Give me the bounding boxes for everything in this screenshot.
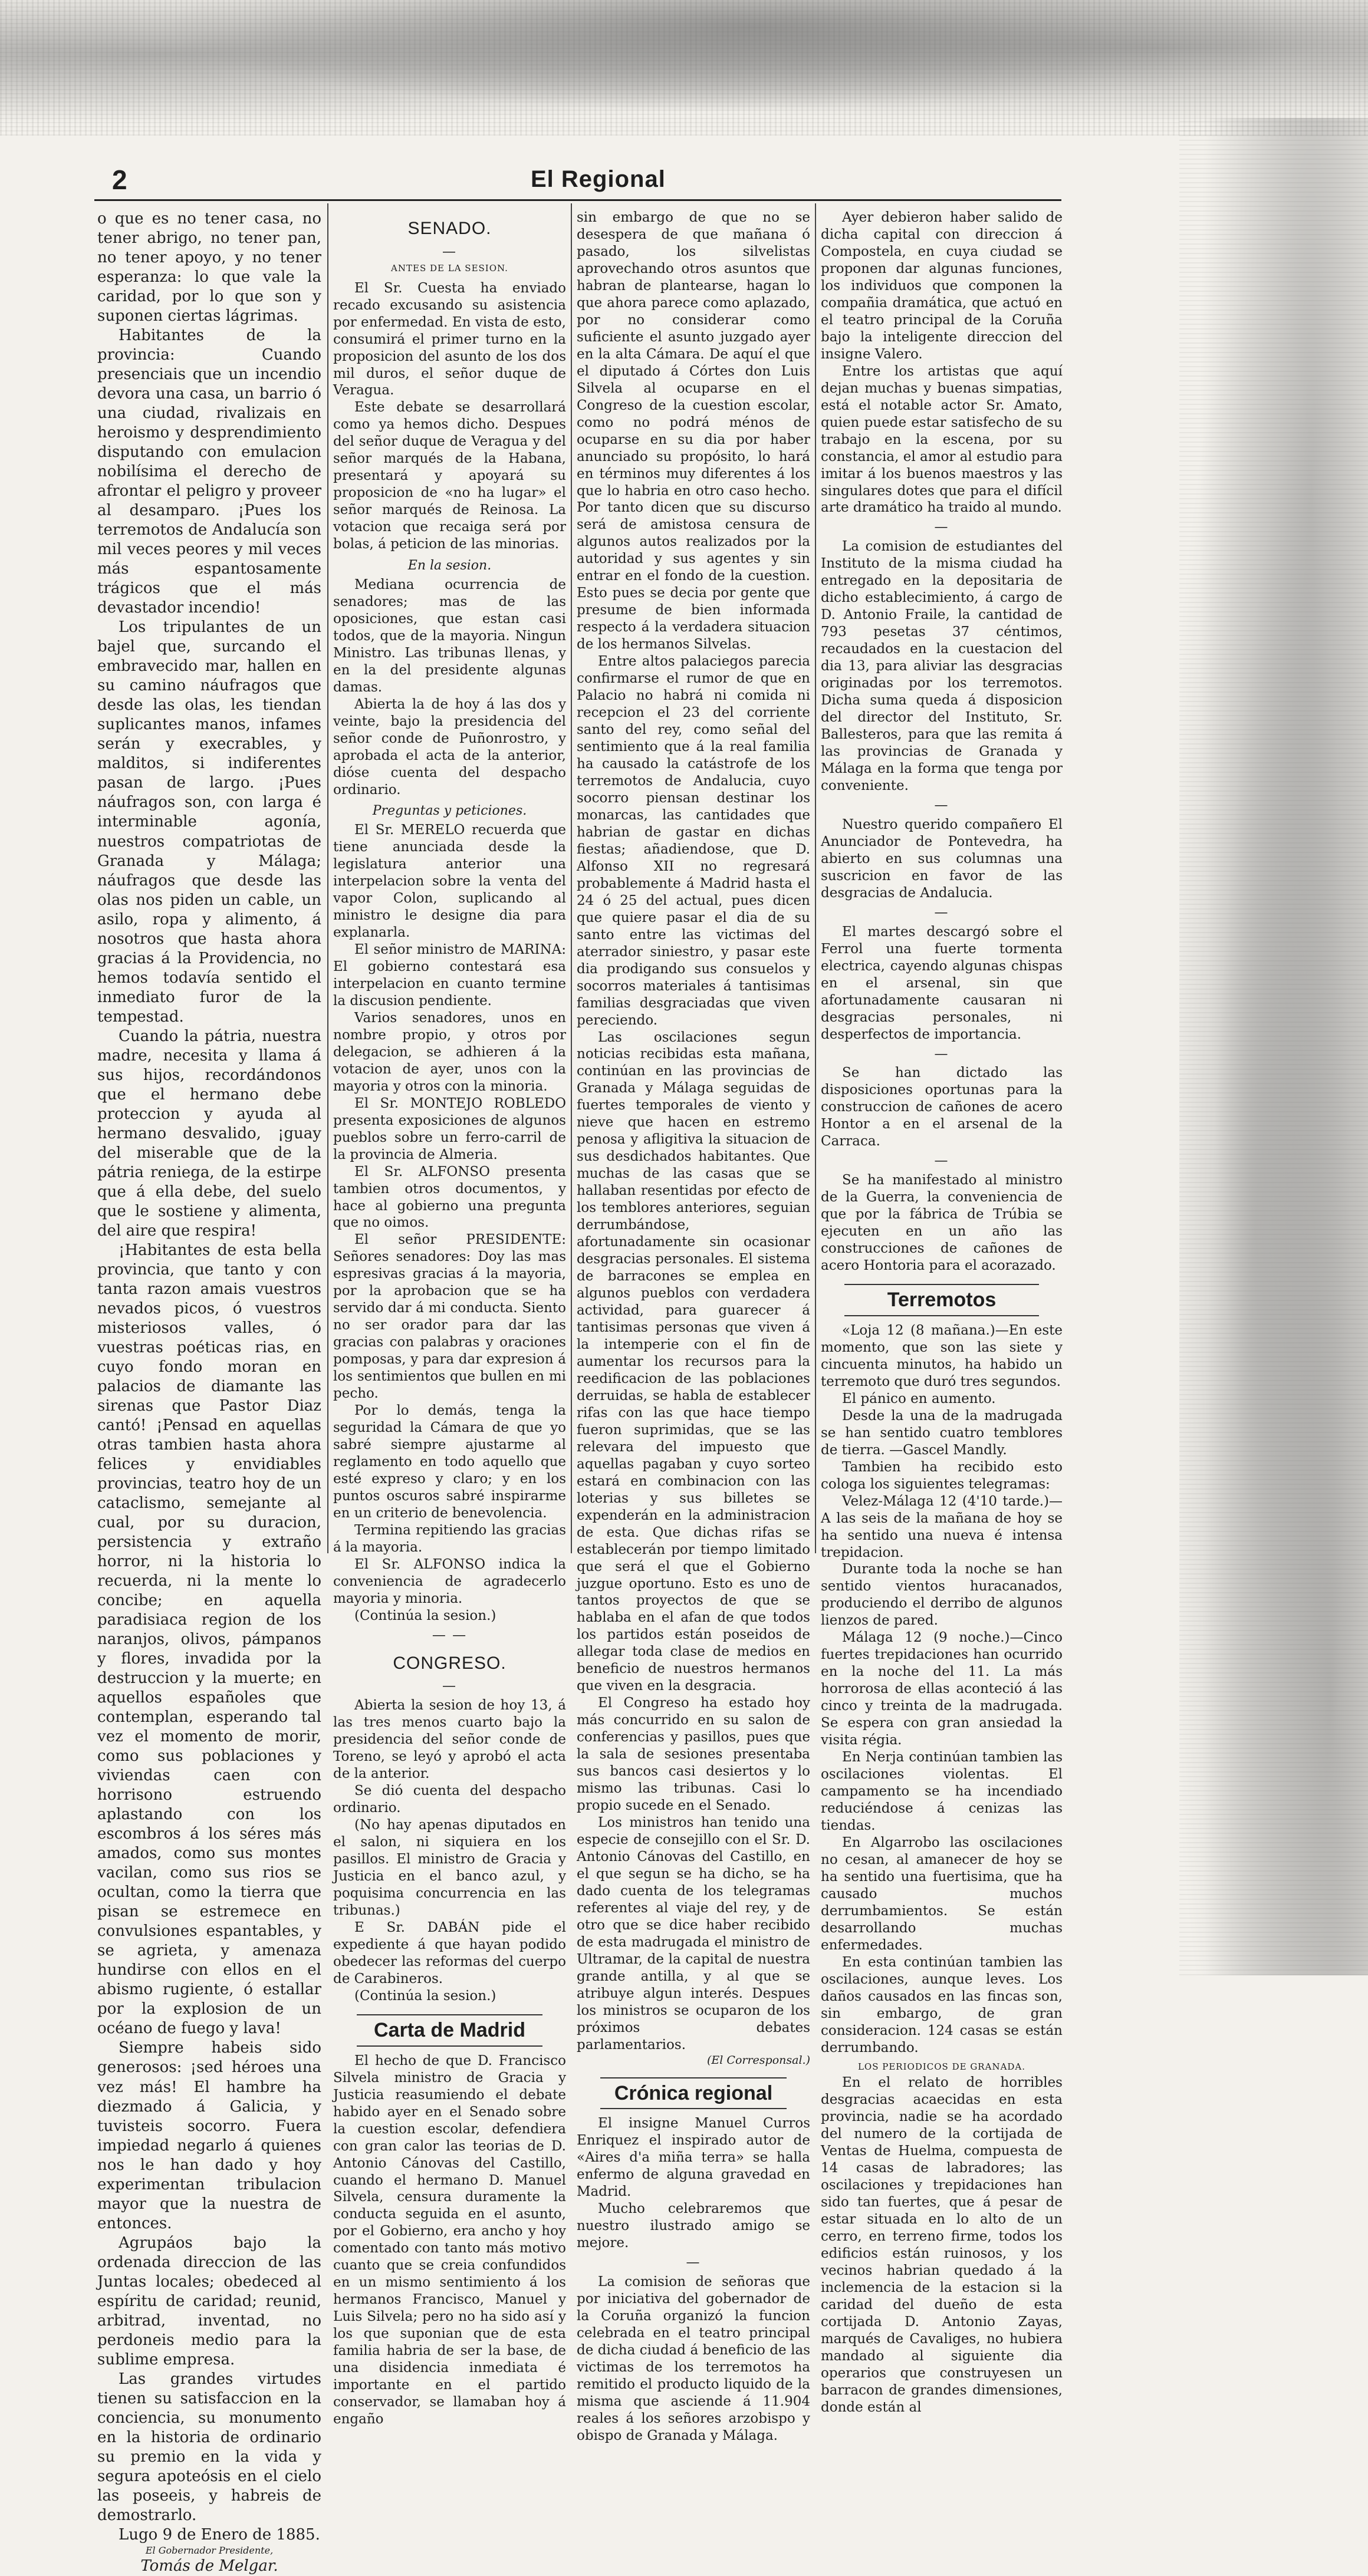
masthead: El Regional <box>531 166 666 192</box>
section-heading-senado: SENADO. <box>407 219 492 238</box>
column-divider <box>571 203 572 1553</box>
article-paragraph: Mucho celebraremos que nuestro ilustrado amigo se mejore. <box>577 2201 810 2251</box>
article-paragraph: Mediana ocurrencia de senadores; mas de las oposiciones, que estan casi todos, que de la mayoria. Ningun Ministro. Las tribunas llenas, y en la del presidente algunas damas. <box>333 577 566 695</box>
article-paragraph: Abierta la de hoy á las dos y veinte, bajo la presidencia del señor conde de Puñonrostro, y aprobada el acta de la anterior, dióse cuenta del despacho ordinario. <box>333 696 566 798</box>
signature-name: Tomás de Melgar. <box>140 2557 278 2575</box>
article-paragraph: El Sr. MERELO recuerda que tiene anunciada desde la legislatura anterior una interpelacion sobre la venta del vapor Colon, suplicando al ministro le designe dia para explanarla. <box>333 822 566 940</box>
article-paragraph: Se dió cuenta del despacho ordinario. <box>333 1783 566 1816</box>
article-paragraph: Se ha manifestado al ministro de la Guerra, la conveniencia de que por la fábrica de Trúbia se ejecuten en un año las construcciones de cañones de acero Hontoria para el acorazado. <box>821 1172 1063 1274</box>
article-paragraph: Nuestro querido compañero El Anunciador de Pontevedra, ha abierto en sus columnas una suscricion en favor de las desgracias de Andalucia. <box>821 816 1063 901</box>
page-number: 2 <box>112 164 127 195</box>
article-paragraph: Termina repitiendo las gracias á la mayoria. <box>333 1522 566 1555</box>
article-paragraph: Este debate se desarrollará como ya hemos dicho. Despues del señor duque de Veragua y del señor marqués de la Habana, presentará y apoyará su proposicion de «no ha lugar» el señor marqués de Reinosa. La votacion que recaiga será por bolas, á peticion de las minorias. <box>333 400 566 552</box>
article-paragraph: Las oscilaciones segun noticias recibidas esta mañana, continúan en las provincias de Granada y Málaga seguidas de fuertes temporales de viento y nieve que hacen en estremo penosa y afligitiva la situacion de sus desdichados habitantes. Que muchas de las casas que se hallaban resentidas por efecto de los temblores anteriores, seguian derrumbándose, afortunadamente sin ocasionar desgracias personales. El sistema de barracones se emplea en algunos pueblos con verdadera actividad, para guarecer á tantisimas personas que viven á la intemperie con el fin de aumentar los recursos para la reedificacion de las poblaciones derruidas, se habla de establecer rifas con las que hace tiempo fueron suprimidas, que se las relevara del impuesto que aquellas pagaban y cuyo sorteo estará en combinacion con las loterias y sus billetes se expenderán en la administracion de esta. Que dichas rifas se establecerán por tiempo limitado que será el que el Gobierno juzgue oportuno. Esto es uno de tantos proyectos de que se hablaba en el afan de que todos los partidos están poseidos de allegar toda clase de medios en beneficio de nuestros hermanos que viven en la desgracia. <box>577 1029 810 1694</box>
article-paragraph: Siempre habeis sido generosos: ¡sed héroes una vez más! El hambre ha diezmado á Galicia, y tuvisteis socorro. Fuera impiedad negarlo á quienes nos le han dado y hoy experimentan tribulacion mayor que la nuestra de entonces. <box>97 2039 321 2232</box>
article-paragraph: (No hay apenas diputados en el salon, ni siquiera en los pasillos. El ministro de Gracia y Justicia en el banco azul, y poquisima concurrencia en las tribunas.) <box>333 1817 566 1919</box>
article-paragraph: La comision de señoras que por iniciativa del gobernador de la Coruña organizó la funcion celebrada en el teatro principal de dicha ciudad á beneficio de las victimas de los terremotos ha remitido el producto liquido de la misma que asciende á 11.904 reales á los señores arzobispo y obispo de Granada y Málaga. <box>577 2274 810 2443</box>
article-paragraph: El insigne Manuel Curros Enriquez el inspirado autor de «Aires d'a miña terra» se halla enfermo de alguna gravedad en Madrid. <box>577 2116 810 2200</box>
article-paragraph: En Nerja continúan tambien las oscilaciones violentas. El campamento se ha incendiado reduciéndose á cenizas las tiendas. <box>821 1750 1063 1834</box>
correspondent-signature: (El Corresponsal.) <box>707 2053 810 2067</box>
subheading: En la sesion. <box>407 558 492 574</box>
column-divider <box>327 203 328 1553</box>
article-paragraph: Los ministros han tenido una especie de consejillo con el Sr. D. Antonio Cánovas del Castillo, en el que segun se ha dicho, se ha dado cuenta de los telegramas referentes al viaje del rey, y de otro que se dice haber recibido de esta madrugada el ministro de Ultramar, de la capital de nuestra grande antilla, y al que se atribuye algun interés. Despues los ministros se ocuparon de los próximos debates parlamentarios. <box>577 1815 810 2053</box>
article-paragraph: ¡Habitantes de esta bella provincia, que tanto y con tanta razon amais vuestros nevados picos, ó vuestros misteriosos valles, ó vuestras poéticas rias, en cuyo fondo moran en palacios de diamante las sirenas que Pastor Diaz cantó! ¡Pensad en aquellas otras tambien hasta ahora felices y envidiables provincias, teatro hoy de un cataclismo, semejante al cual, por su duracion, persistencia y extraño horror, ni la historia lo recuerda, ni la mente lo concibe; en aquella paradisiaca region de los naranjos, olivos, pámpanos y flores, invadida por la destruccion y la muerte; en aquellos españoles que contemplan, esperando tal vez el momento de morir, como sus poblaciones y viviendas caen con horrisono estruendo aplastando con los escombros á los séres más amados, como sus montes vacilan, como sus rios se ocultan, como la tierra que pisan se estremece en convulsiones espantables, y se agrieta, y amenaza hundirse con ellos en el abismo rugiente, ó estallar por la explosion de un océano de fuego y lava! <box>97 1241 321 2038</box>
article-paragraph: o que es no tener casa, no tener abrigo, no tener pan, no tener apoyo, y no tener esperanza: lo que vale la caridad, por lo que son y suponen ciertas lágrimas. <box>97 210 321 325</box>
article-paragraph: Los tripulantes de un bajel que, surcando el embravecido mar, hallen en su camino náufragos que desde las olas, les tiendan suplicantes manos, infames serán y execrables, y malditos, si indiferentes pasan de largo. ¡Pues náufragos son, con larga é interminable agonía, nuestros compatriotas de Granada y Málaga; náufragos que desde las olas nos piden un cable, un asilo, ropa y alimento, á nosotros que hasta ahora gracias á la Providencia, no hemos todavía sentido el inmediato furor de la tempestad. <box>97 618 321 1026</box>
article-paragraph: Las grandes virtudes tienen su satisfaccion en la conciencia, su monumento en la historia de ordinario su premio en la vida y segura apoteósis en el cielo las poseeis, y habreis de demostrarlo. <box>97 2370 321 2524</box>
divider: — <box>442 1678 457 1694</box>
article-paragraph: Cuando la pátria, nuestra madre, necesita y llama á sus hijos, recordándonos que el hermano debe proteccion y ayuda al hermano desvalido, ¡guay del miserable que de la pátria reniega, de la estirpe que á ella debe, del suelo que le sostiene y alimenta, del aire que respira! <box>97 1027 321 1240</box>
column-3 <box>577 209 810 2443</box>
divider: — <box>442 243 457 259</box>
subheading: LOS PERIODICOS DE GRANADA. <box>857 2061 1026 2072</box>
divider: — <box>934 797 949 813</box>
article-paragraph: Entre altos palaciegos parecia confirmarse el rumor de que en Palacio no habrá ni comida ni recepcion el 23 del corriente santo del rey, como señal del sentimiento que á la real familia ha causado la catástrofe de los terremotos de Andalucia, cuyo socorro piensan destinar los monarcas, las cantidades que habrian de gastar en dichas fiestas; añadiendose, que D. Alfonso XII no regresará probablemente á Madrid hasta el 24 ó 25 del actual, pues dicen que quiere pasar el dia de su santo entre las victimas del aterrador siniestro, y pasar este dia prodigando sus consuelos y socorros materiales á tantisimas familias desgraciadas que viven pereciendo. <box>577 654 810 1028</box>
article-paragraph: El hecho de que D. Francisco Silvela ministro de Gracia y Justicia reasumiendo el debate habido ayer en el Senado sobre la cuestion escolar, defendiera con gran calor las teorias de D. Antonio Cánovas del Castillo, cuando el hermano D. Manuel Silvela, censura duramente la conducta seguida en el asunto, por el Gobierno, era ancho y hoy comentado con tanto más motivo cuanto que se creia confundidos en un mismo sentimiento á los hermanos Francisco, Manuel y Luis Silvela; pero no ha sido así y los que suponian que de esta familia habria de ser la base, de una disidencia inmediata é importante en el partido conservador, se llamaban hoy á engaño <box>333 2053 566 2427</box>
subheading: ANTES DE LA SESION. <box>391 262 508 274</box>
article-paragraph: Málaga 12 (9 noche.)—Cinco fuertes trepidaciones han ocurrido en la noche del 11. La más horrorosa de ellas aconteció á las cinco y treinta de la madrugada. Se espera con gran ansiedad la visita régia. <box>821 1630 1063 1748</box>
article-paragraph: El martes descargó sobre el Ferrol una fuerte tormenta electrica, cayendo algunas chispas en el arsenal, sin que afortunadamente causaran ni desgracias personales, ni desperfectos de importancia. <box>821 924 1063 1042</box>
article-paragraph: El señor PRESIDENTE: Señores senadores: Doy las mas espresivas gracias á la mayoria, por la aprobacion que se ha servido dar á mi conducta. Siento no ser orador para dar las gracias con palabras y oraciones pomposas, y para dar expresion á los sentimientos que bullen en mi pecho. <box>333 1232 566 1402</box>
article-paragraph: El Congreso ha estado hoy más concurrido en su salon de conferencias y pasillos, pues que la sala de sesiones presentaba sus bancos casi desiertos y lo mismo las tribunas. Casi lo propio sucede en el Senado. <box>577 1695 810 1814</box>
article-paragraph: «Loja 12 (8 mañana.)—En este momento, que son las siete y cincuenta minutos, ha habido un terremoto que duró tres segundos. <box>821 1322 1063 1389</box>
subheading: Preguntas y peticiones. <box>372 803 527 819</box>
article-paragraph: Entre los artistas que aquí dejan muchas y buenas simpatias, está el notable actor Sr. Amato, quien puede estar satisfecho de su trabajo en la escena, por su constancia, el amor al estudio para imitar á los buenos maestros y las singulares dotes que para el difícil arte dramático ha traido al mundo. <box>821 363 1063 516</box>
section-heading-congreso: CONGRESO. <box>393 1653 507 1673</box>
column-1 <box>97 209 321 2575</box>
article-paragraph: Durante toda la noche se han sentido vientos huracanados, produciendo el derribo de algunos lienzos de pared. <box>821 1562 1063 1629</box>
column-4 <box>821 209 1063 2415</box>
article-paragraph: Desde la una de la madrugada se han sentido cuatro temblores de tierra. —Gascel Mandly. <box>821 1408 1063 1458</box>
article-paragraph: El pánico en aumento. <box>842 1391 996 1406</box>
article-paragraph: En el relato de horribles desgracias acaecidas en esta provincia, nadie se ha acordado del numero de la cortijada de Ventas de Huelma, compuesta de 14 casas de labradores; las oscilaciones y trepidaciones han sido tan fuertes, que á pesar de estar situada en lo alto de un cerro, en terreno firme, todos los edificios están ruinosos, y los vecinos habrian quedado á la inclemencia de la estacion si la caridad del dueño de esta cortijada D. Antonio Zayas, marqués de Cavaliges, no hubiera mandado al siguiente dia operarios que construyesen un barracon de grandes dimensiones, donde están al <box>821 2075 1063 2415</box>
divider: — <box>934 1153 949 1169</box>
article-paragraph: Velez-Málaga 12 (4'10 tarde.)—A las seis de la mañana de hoy se ha sentido una nueva é intensa trepidacion. <box>821 1493 1063 1560</box>
continua-note: (Continúa la sesion.) <box>354 1607 496 1623</box>
divider: — — <box>432 1627 468 1643</box>
column-divider <box>815 203 816 1553</box>
divider: — <box>934 519 949 535</box>
article-paragraph: Habitantes de la provincia: Cuando presenciais que un incendio devora una casa, un barrio ó una ciudad, rivalizais en heroismo y desprendimiento disputando con emulacion nobilísima el derecho de afrontar el peligro y proveer al desamparo. ¡Pues los terremotos de Andalucía son mil veces peores y mil veces más espantosamente trágicos que el más devastador incendio! <box>97 327 321 617</box>
signature-role: El Gobernador Presidente, <box>145 2544 274 2556</box>
article-paragraph: Se han dictado las disposiciones oportunas para la construccion de cañones de acero Hontor a en el arsenal de la Carraca. <box>821 1065 1063 1149</box>
article-paragraph: sin embargo de que no se desespera de que mañana ó pasado, los silvelistas aprovechando otros asuntos que habran de plantearse, hagan lo que ahora parece como aplazado, por no considerar como suficiente el asunto juzgado ayer en la alta Cámara. De aquí el que el diputado á Córtes don Luis Silvela al ocuparse en el Congreso de la cuestion escolar, como no podrá ménos de ocuparse en su dia por haber anunciado su propósito, lo hará en términos muy diferentes á los que lo habria en otro caso hecho. Por tanto dicen que su discurso será de amistosa censura de algunos autos realizados por la autoridad y sus agentes y sin entrar en el fondo de la cuestion. Esto pues se decia por gente que presume de bien informada respecto á la verdadera situacion de los hermanos Silvelas. <box>577 210 810 653</box>
article-paragraph: E Sr. DABÁN pide el expediente á que hayan podido obedecer las reformas del cuerpo de Carabineros. <box>333 1920 566 1987</box>
article-paragraph: Tambien ha recibido esto cologa los siguientes telegramas: <box>821 1459 1063 1492</box>
signature-date: Lugo 9 de Enero de 1885. <box>119 2525 320 2544</box>
scan-noise-top <box>0 0 1368 136</box>
article-paragraph: Ayer debieron haber salido de dicha capital con direccion á Compostela, en cuya ciudad se proponen dar algunas funciones, los individuos que componen la compañia dramática, que actuó en el teatro principal de la Coruña bajo la inteligente direccion del insigne Valero. <box>821 210 1063 362</box>
article-paragraph: En Algarrobo las oscilaciones no cesan, al amanecer de hoy se ha sentido una fuertisima, que ha causado muchos derrumbamientos. Se están desarrollando muchas enfermedades. <box>821 1834 1063 1953</box>
article-paragraph: El Sr. ALFONSO presenta tambien otros documentos, y hace al gobierno una pregunta que no oimos. <box>333 1164 566 1231</box>
article-paragraph: Abierta la sesion de hoy 13, á las tres menos cuarto bajo la presidencia del señor conde de Toreno, se leyó y aprobó el acta de la anterior. <box>333 1698 566 1782</box>
article-paragraph: El señor ministro de MARINA: El gobierno contestará esa interpelacion en cuanto termine la discusion pendiente. <box>333 941 566 1009</box>
article-paragraph: Por lo demás, tenga la seguridad la Cámara de que yo sabré siempre ajustarme al reglamento en todo aquello que esté expreso y claro; y en los puntos oscuros sabré inspirarme en un criterio de benevolencia. <box>333 1403 566 1521</box>
scan-noise-right <box>1179 118 1368 1975</box>
column-2 <box>333 209 566 2427</box>
divider: — <box>686 2255 701 2271</box>
article-paragraph: La comision de estudiantes del Instituto de la misma ciudad ha entregado en la depositaria de dicho establecimiento, á cargo de D. Antonio Fraile, la cantidad de 793 pesetas 37 céntimos, recaudados en la cuestacion del dia 13, para aliviar las desgracias originadas por los terremotos. Dicha suma queda á disposicion del director del Instituto, Sr. Ballesteros, para que las remita á las provincias de Granada y Málaga en la forma que tenga por conveniente. <box>821 539 1063 793</box>
continua-note: (Continúa la sesion.) <box>354 1988 496 2004</box>
header-rule <box>94 199 1061 201</box>
article-paragraph: Agrupáos bajo la ordenada direccion de las Juntas locales; obedeced al espíritu de caridad; reunid, arbitrad, inventad, no perdoneis medio para la sublime empresa. <box>97 2234 321 2369</box>
section-heading-terremotos: Terremotos <box>844 1284 1039 1316</box>
divider: — <box>934 904 949 920</box>
section-heading-carta: Carta de Madrid <box>357 2014 542 2047</box>
article-paragraph: En esta continúan tambien las oscilaciones, aunque leves. Los daños causados en las fincas son, sin embargo, de gran consideracion. 124 casas se están derrumbando. <box>821 1954 1063 2055</box>
article-paragraph: El Sr. Cuesta ha enviado recado excusando su asistencia por enfermedad. En vista de esto, consumirá el primer turno en la proposicion del asunto de los dos mil duros, el señor duque de Veragua. <box>333 280 566 398</box>
section-heading-cronica: Crónica regional <box>600 2077 787 2110</box>
article-paragraph: El Sr. ALFONSO indica la conveniencia de agradecerlo mayoria y minoria. <box>333 1556 566 1606</box>
divider: — <box>934 1046 949 1062</box>
article-paragraph: Varios senadores, unos en nombre propio, y otros por delegacion, se adhieren á la votacion de ayer, unos con la mayoria y otros con la minoria. <box>333 1010 566 1094</box>
article-paragraph: El Sr. MONTEJO ROBLEDO presenta exposiciones de algunos pueblos sobre un ferro-carril de la provincia de Almeria. <box>333 1095 566 1162</box>
